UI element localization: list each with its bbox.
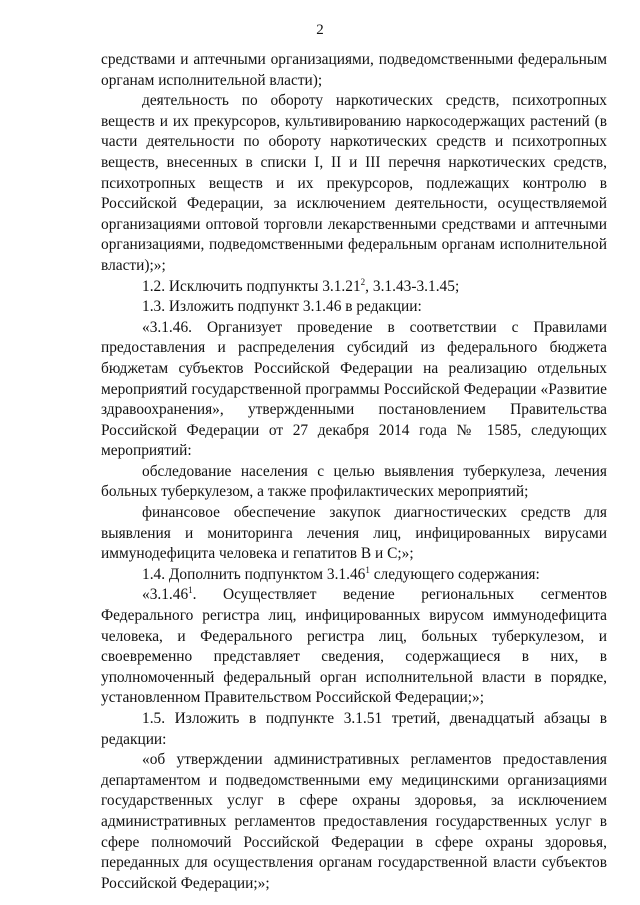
paragraph — [101, 50, 607, 91]
paragraph-text: , 3.1.43-3.1.45; — [365, 277, 460, 295]
page-number: 2 — [316, 22, 324, 38]
paragraph-text: 1.3. Изложить подпункт 3.1.46 в редакции: — [142, 298, 422, 316]
paragraph-text: «3.1.46 — [142, 586, 189, 604]
paragraph — [101, 585, 607, 709]
paragraph — [101, 565, 607, 586]
paragraph-text: «об утверждении административных регламентов предоставления департаментом и подведомственными ему медицинскими организациями государственных услуг в сфере охраны здоровья, за исключением административных регламентов предоставления государственных услуг в сфере полномочий Российской Федерации в сфере охраны здоровья, переданных для осуществления органам государственной власти субъектов Российской Федерации;»; — [101, 751, 607, 892]
superscript: 2 — [360, 276, 366, 287]
document-body — [101, 50, 607, 894]
superscript: 1 — [188, 585, 193, 596]
paragraph-text: . Осуществляет ведение региональных сегментов Федерального регистра лиц, инфицированных вирусом иммунодефицита человека, и Федерального регистра лиц, больных туберкулезом, и своевременно представляет сведения, содержащиеся в них, в уполномоченный федеральный орган исполнительной власти в порядке, установленном Правительством Российской Федерации;»; — [101, 586, 607, 707]
paragraph — [101, 277, 607, 298]
paragraph-text: 1.5. Изложить в подпункте 3.1.51 третий, двенадцатый абзацы в редакции: — [101, 710, 607, 748]
paragraph — [101, 462, 607, 503]
paragraph — [101, 503, 607, 565]
paragraph — [101, 91, 607, 276]
superscript: 1 — [365, 564, 370, 575]
paragraph-text: финансовое обеспечение закупок диагностических средств для выявления и мониторинга лечения лиц, инфицированных вирусами иммунодефицита человека и гепатитов B и C;»; — [101, 504, 607, 563]
paragraph — [101, 709, 607, 750]
paragraph — [101, 297, 607, 318]
paragraph-text: «3.1.46. Организует проведение в соответствии с Правилами предоставления и распределения субсидий из федерального бюджета бюджетам субъектов Российской Федерации на реализацию отдельных мероприятий государственной программы Российской Федерации «Развитие здравоохранения», утвержденными постановлением Правительства Российской Федерации от 27 декабря 2014 года № 1585, следующих мероприятий: — [101, 318, 607, 460]
paragraph-text: обследование населения с целью выявления туберкулеза, лечения больных туберкулезом, а также профилактических мероприятий; — [101, 462, 607, 501]
paragraph-text: 1.4. Дополнить подпунктом 3.1.46 — [142, 565, 366, 583]
paragraph — [101, 318, 607, 462]
paragraph-text: 1.2. Исключить подпункты 3.1.21 — [142, 277, 361, 295]
paragraph — [101, 750, 607, 894]
paragraph-text: следующего содержания: — [369, 565, 540, 583]
paragraph-text: деятельность по обороту наркотических средств, психотропных веществ и их прекурсоров, культивированию наркосодержащих растений (в части деятельности по обороту наркотических средств и психотропных веществ, внесенных в списки I, II и III перечня наркотических средств, психотропных веществ и их прекурсоров, подлежащих контролю в Российской Федерации, за исключением деятельности, осуществляемой организациями оптовой торговли лекарственными средствами и аптечными организациями, подведомственными федеральным органам исполнительной власти);»; — [101, 92, 607, 274]
paragraph-text: средствами и аптечными организациями, подведомственными федеральным органам исполнительной власти); — [101, 51, 607, 89]
